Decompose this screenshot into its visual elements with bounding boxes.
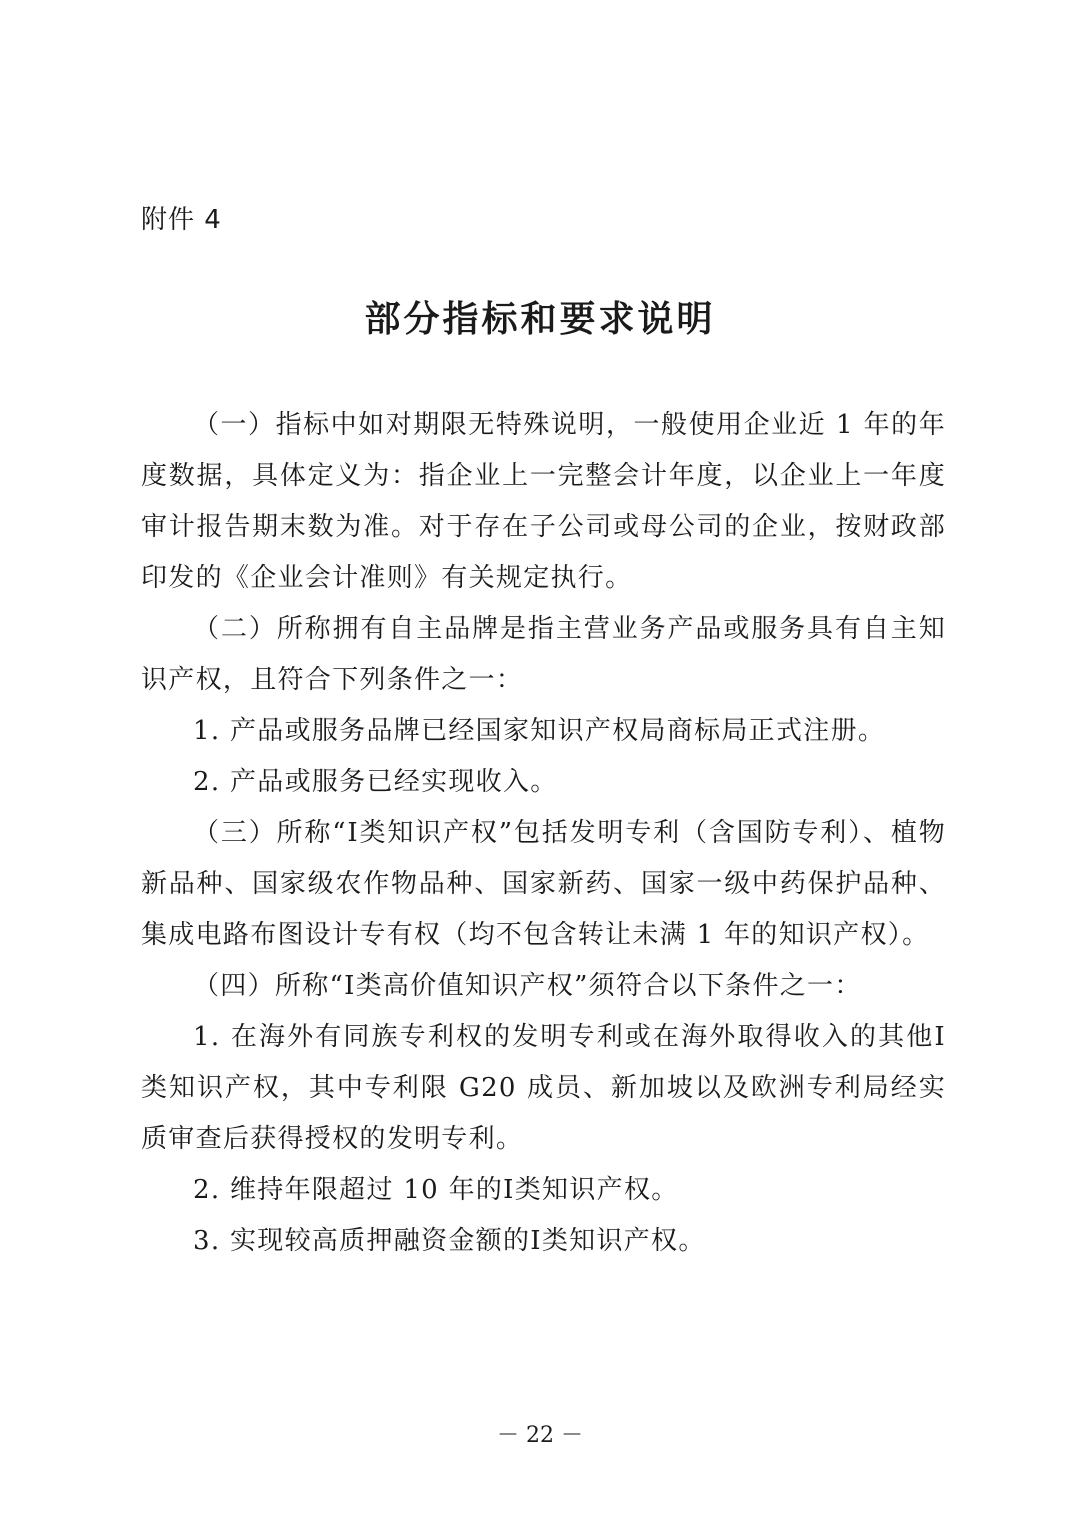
attachment-label: 附件 4 (141, 205, 222, 235)
document-title: 部分指标和要求说明 (364, 299, 716, 340)
page-number: － 22 － (497, 1423, 583, 1448)
paragraph-period-definition: （一）指标中如对期限无特殊说明，一般使用企业近 1 年的年度数据，具体定义为：指企业上一完整会计年度，以企业上一年度审计报告期末数为准。对于存在子公司或母公司的企业，按财政部印发的《企业会计准则》有关规定执行。 (141, 410, 946, 593)
paragraph-brand-condition-1: 1. 产品或服务品牌已经国家知识产权局商标局正式注册。 (193, 716, 886, 746)
paragraph-own-brand: （二）所称拥有自主品牌是指主营业务产品或服务具有自主知识产权，且符合下列条件之一： (141, 614, 946, 695)
document-body (141, 400, 946, 1267)
paragraph-high-value-condition-3: 3. 实现较高质押融资金额的Ⅰ类知识产权。 (193, 1226, 706, 1256)
paragraph-brand-condition-2: 2. 产品或服务已经实现收入。 (193, 767, 558, 797)
paragraph-class-one-ip: （三）所称“Ⅰ类知识产权”包括发明专利（含国防专利）、植物新品种、国家级农作物品种、国家新药、国家一级中药保护品种、集成电路布图设计专有权（均不包含转让未满 1 年的知识产权）。 (141, 818, 946, 950)
paragraph-high-value-condition-2: 2. 维持年限超过 10 年的Ⅰ类知识产权。 (193, 1175, 679, 1205)
paragraph-high-value-ip: （四）所称“Ⅰ类高价值知识产权”须符合以下条件之一： (193, 971, 862, 1001)
paragraph-high-value-condition-1: 1. 在海外有同族专利权的发明专利或在海外取得收入的其他Ⅰ类知识产权，其中专利限 G20 成员、新加坡以及欧洲专利局经实质审查后获得授权的发明专利。 (141, 1022, 946, 1154)
